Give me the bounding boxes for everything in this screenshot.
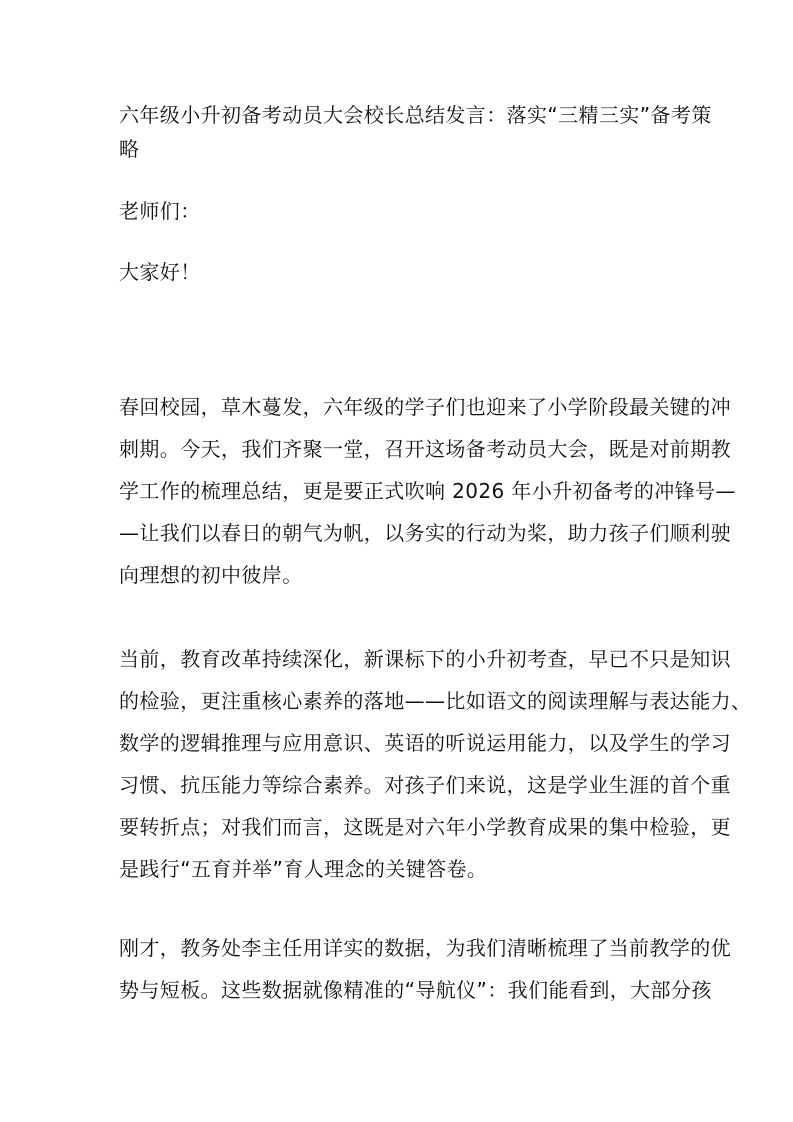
- salutation: [119, 190, 719, 232]
- paragraph-line: 的检验，更注重核心素养的落地——比如语文的阅读理解与表达能力、: [119, 689, 752, 713]
- greeting: [119, 251, 719, 293]
- title-line: 略: [119, 137, 140, 161]
- salutation-text: 老师们：: [119, 199, 201, 223]
- paragraph-line: 学工作的梳理总结，更是要正式吹响 2026 年小升初备考的冲锋号—: [119, 479, 736, 503]
- paragraph-line: 要转折点；对我们而言，这既是对六年小学教育成果的集中检验，更: [119, 815, 731, 839]
- paragraph-line: 当前，教育改革持续深化，新课标下的小升初考查，早已不只是知识: [119, 647, 731, 671]
- paragraph-line: 刺期。今天，我们齐聚一堂，召开这场备考动员大会，既是对前期教: [119, 437, 731, 461]
- paragraph-line: 习惯、抗压能力等综合素养。对孩子们来说，这是学业生涯的首个重: [119, 773, 731, 797]
- greeting-text: 大家好！: [119, 260, 201, 284]
- paragraph-line: 数学的逻辑推理与应用意识、英语的听说运用能力，以及学生的学习: [119, 731, 731, 755]
- paragraph-line: 春回校园，草木蔓发，六年级的学子们也迎来了小学阶段最关键的冲: [119, 395, 731, 419]
- document-title: [119, 98, 719, 166]
- paragraph-line: 势与短板。这些数据就像精准的“导航仪”：我们能看到，大部分孩: [119, 978, 712, 1002]
- paragraph-line: 是践行“五育并举”育人理念的关键答卷。: [119, 857, 488, 881]
- paragraph-3: [119, 927, 731, 1011]
- paragraph-line: —让我们以春日的朝气为帆，以务实的行动为桨，助力孩子们顺利驶: [119, 521, 731, 545]
- paragraph-1: [119, 386, 736, 596]
- title-line: 六年级小升初备考动员大会校长总结发言：落实“三精三实”备考策: [119, 103, 712, 127]
- paragraph-2: [119, 638, 752, 890]
- paragraph-line: 向理想的初中彼岸。: [119, 563, 303, 587]
- paragraph-line: 刚才，教务处李主任用详实的数据，为我们清晰梳理了当前教学的优: [119, 936, 731, 960]
